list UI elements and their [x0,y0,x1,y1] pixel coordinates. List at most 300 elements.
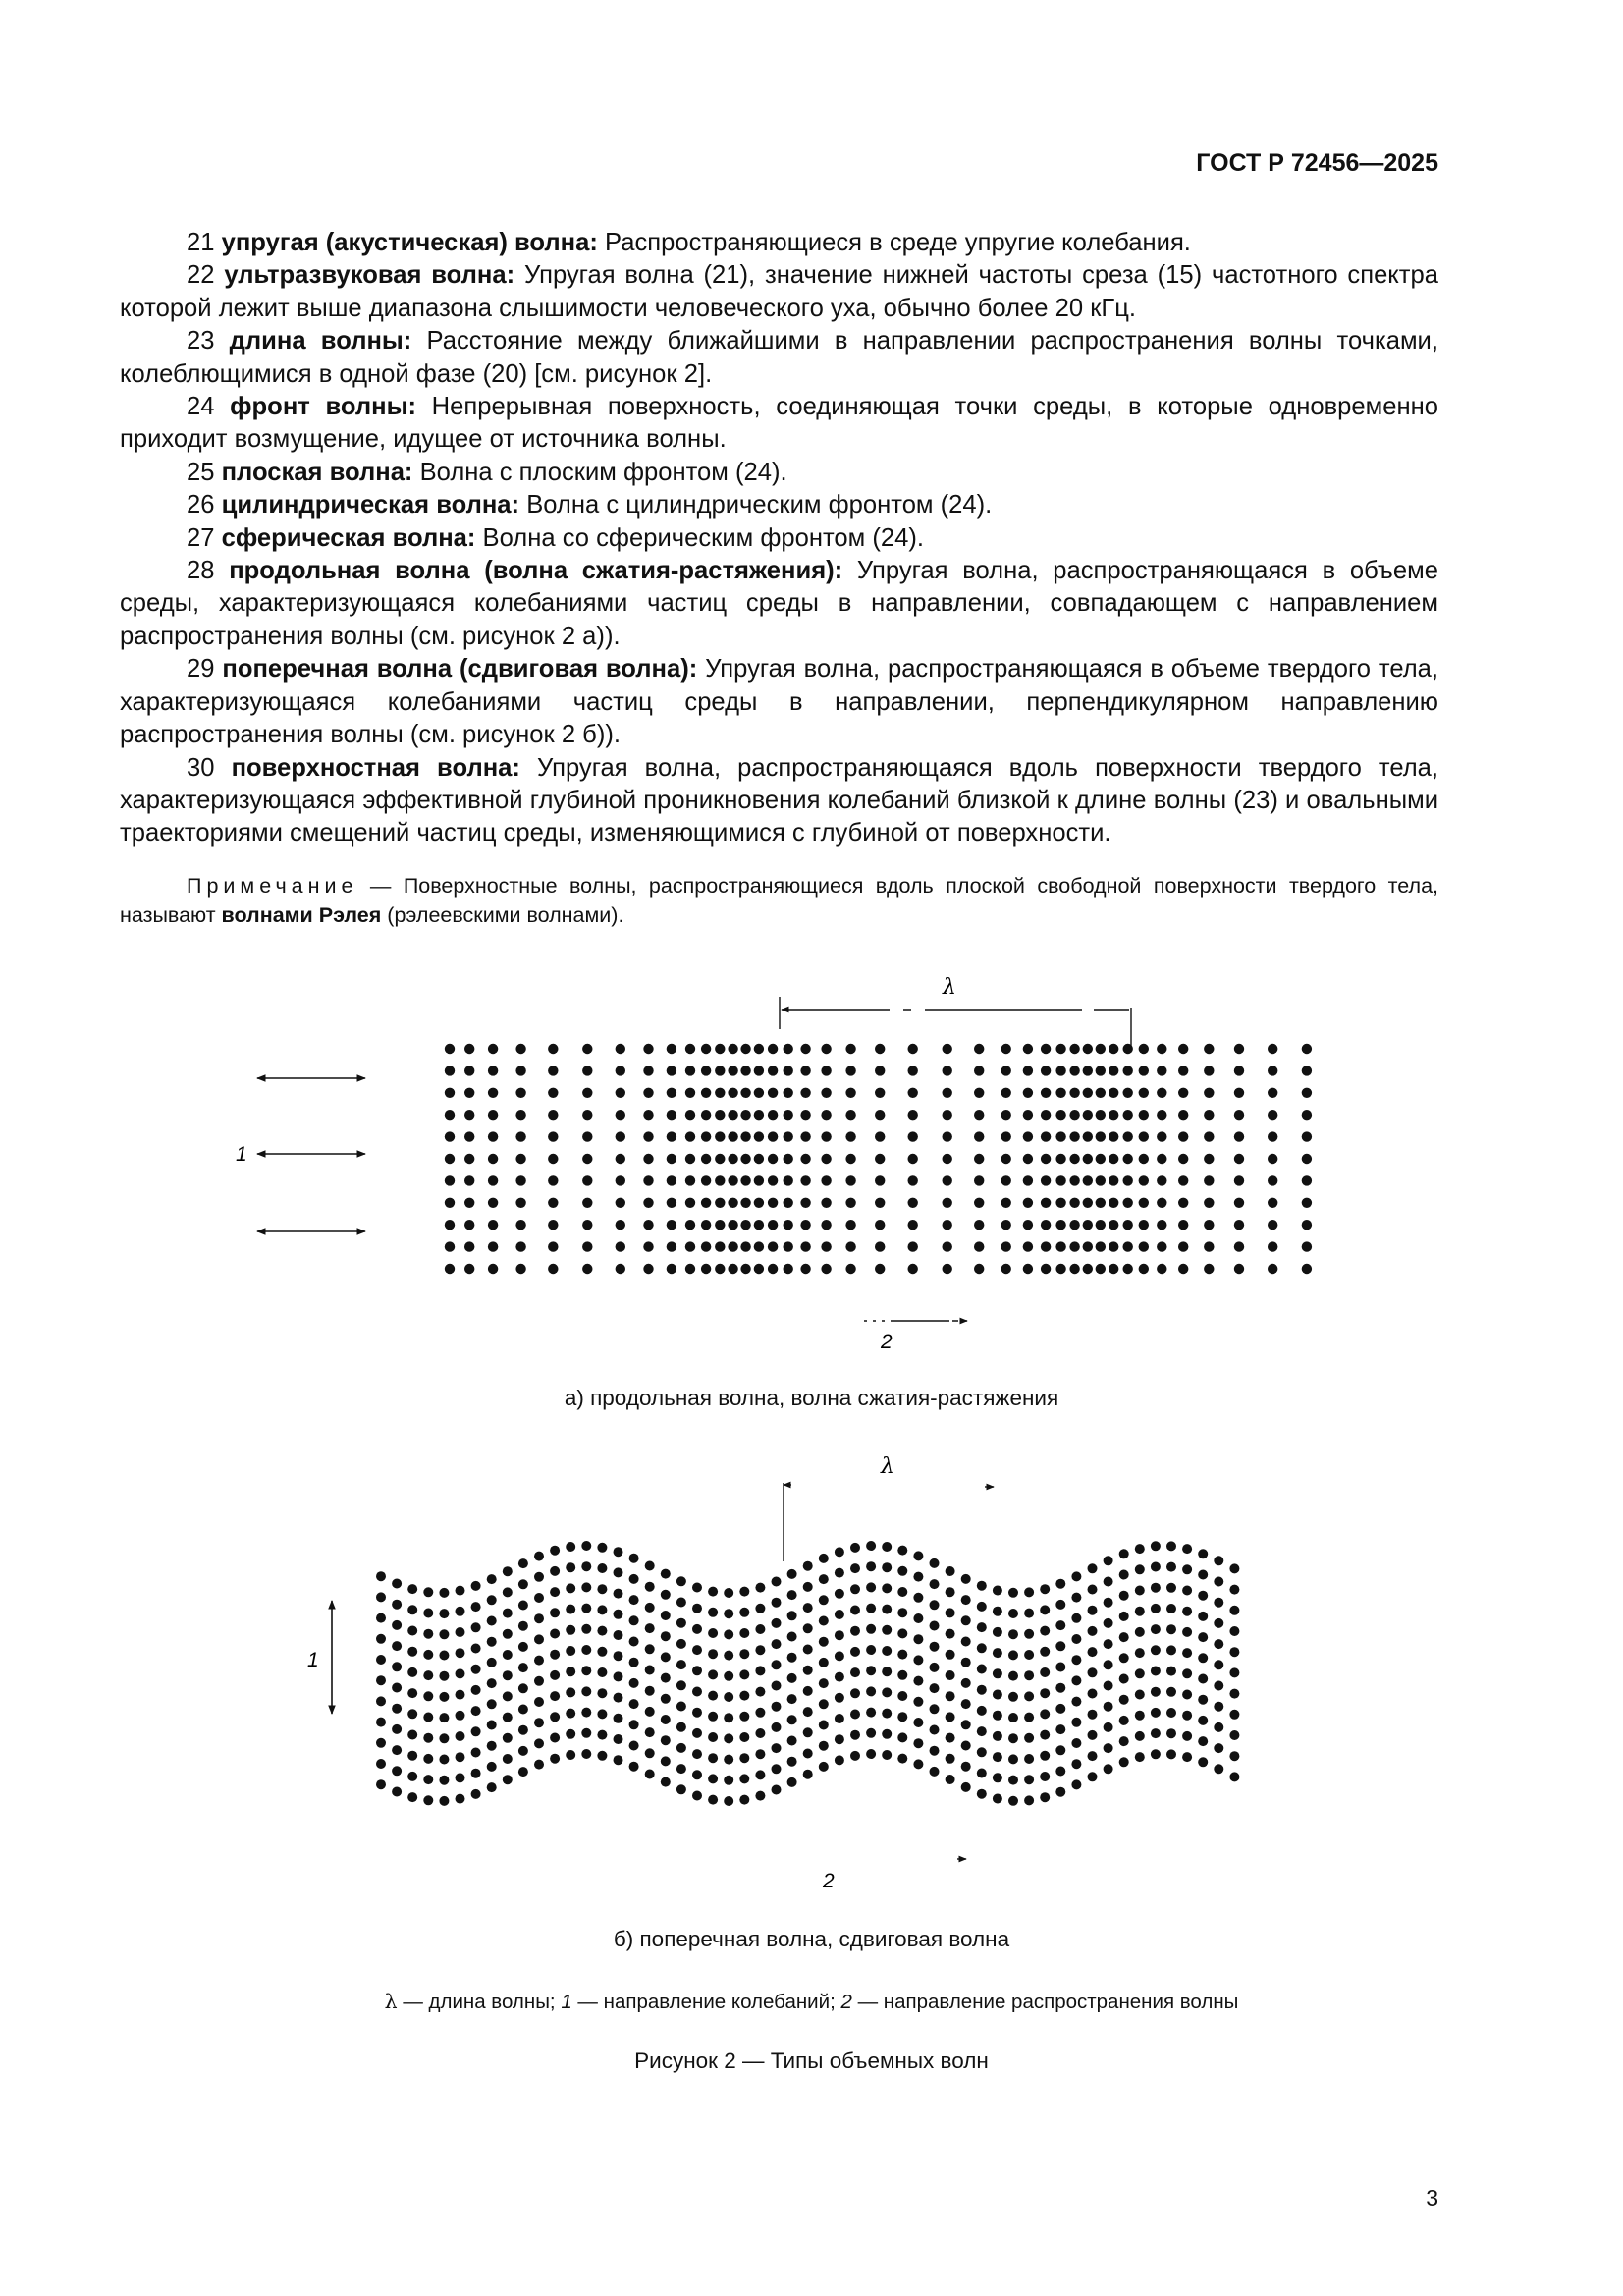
particle [754,1044,764,1054]
particle [597,1647,607,1657]
particle [1182,1586,1192,1596]
particle [754,1264,764,1274]
particle [803,1603,813,1613]
particle [581,1708,591,1718]
particle [800,1110,810,1120]
particle [715,1110,725,1120]
particle [768,1264,778,1274]
particle [423,1713,433,1722]
particle [974,1131,984,1141]
particle [800,1131,810,1141]
particle [1182,1731,1192,1741]
particle [1071,1571,1081,1581]
particle [503,1754,513,1764]
particle [645,1666,655,1675]
particle [1119,1736,1129,1746]
particle [772,1785,782,1795]
particle [376,1779,386,1789]
particle [977,1685,987,1695]
particle [692,1604,702,1613]
particle [943,1198,952,1208]
particle [943,1154,952,1164]
particle [819,1616,829,1626]
particle [439,1733,449,1743]
particle [755,1770,765,1779]
particle [784,1066,793,1075]
particle [629,1574,639,1584]
particle [724,1733,733,1743]
particle [645,1707,655,1717]
particle [471,1602,481,1612]
particle [821,1241,831,1251]
particle [445,1264,455,1274]
particle [548,1044,558,1054]
particle [819,1658,829,1667]
particle [946,1712,955,1722]
particle [407,1730,417,1740]
particle [1135,1586,1145,1596]
particle [1119,1695,1129,1705]
particle [376,1634,386,1644]
particle [930,1600,940,1610]
particle [692,1687,702,1697]
particle [787,1673,797,1683]
particle [1055,1131,1065,1141]
particle [515,1241,525,1251]
particle [581,1645,591,1655]
particle [548,1264,558,1274]
particle [897,1650,907,1660]
particle [977,1789,987,1799]
particle [755,1624,765,1634]
particle [821,1088,831,1098]
particle [1198,1674,1208,1684]
particle [961,1678,971,1688]
term: упругая (акустическая) волна: [221,229,598,256]
particle [1178,1154,1188,1164]
particle [550,1754,560,1764]
particle [1234,1198,1244,1208]
particle [423,1670,433,1680]
particle [1182,1711,1192,1721]
particle [1178,1175,1188,1185]
particle [1071,1613,1081,1623]
particle [835,1755,844,1765]
particle [1214,1764,1223,1774]
particle [1204,1044,1214,1054]
particle [977,1643,987,1653]
particle [667,1241,676,1251]
particle [1204,1264,1214,1274]
particle [1268,1175,1277,1185]
particle [1214,1556,1223,1565]
particle [1119,1757,1129,1767]
particle [1069,1154,1079,1164]
particle [875,1175,885,1185]
particle [645,1748,655,1758]
particle [728,1264,737,1274]
particle [754,1088,764,1098]
particle [1166,1749,1176,1759]
particle [645,1623,655,1633]
particle [661,1756,671,1766]
particle [1119,1570,1129,1580]
particle [518,1767,528,1777]
particle [1214,1702,1223,1712]
particle [943,1066,952,1075]
particle [566,1687,575,1697]
particle [755,1708,765,1718]
particle [1040,1772,1050,1781]
particle [1096,1198,1106,1208]
particle [1088,1585,1098,1595]
particle [755,1687,765,1697]
particle [961,1699,971,1709]
particle [787,1736,797,1746]
particle [803,1770,813,1779]
particle [740,1175,750,1185]
particle [755,1604,765,1613]
particle [503,1566,513,1576]
particle [1001,1044,1010,1054]
particle [977,1706,987,1716]
particle [740,1220,750,1230]
particle [1109,1066,1118,1075]
particle [534,1634,544,1644]
particle [643,1131,653,1141]
particle [376,1675,386,1685]
note: Примечание — Поверхностные волны, распространяющиеся вдоль плоской свободной поверхности твердого тела, называют волнами Рэлея (рэлеевскими волнами). [120,874,1438,927]
particle [439,1588,449,1598]
particle [943,1131,952,1141]
particle [692,1645,702,1655]
particle [597,1667,607,1677]
particle [1001,1220,1010,1230]
particle [1268,1154,1277,1164]
particle [845,1131,855,1141]
particle [1055,1787,1065,1797]
particle [1040,1730,1050,1740]
particle [784,1154,793,1164]
particle [728,1110,737,1120]
label-1-b: 1 [307,1649,319,1671]
particle [946,1691,955,1701]
particle [1088,1667,1098,1677]
particle [445,1066,455,1075]
particle [1069,1175,1079,1185]
particle [392,1662,402,1671]
particle [1055,1241,1065,1251]
particle [803,1561,813,1571]
particle [685,1264,695,1274]
note-term: волнами Рэлея [221,903,382,927]
particle [708,1649,718,1659]
particle [1040,1584,1050,1594]
particle [471,1748,481,1758]
particle [1214,1618,1223,1628]
particle [1024,1629,1034,1639]
particle [974,1220,984,1230]
particle [1001,1175,1010,1185]
particle [946,1650,955,1660]
particle [1139,1131,1149,1141]
particle [456,1648,465,1658]
particle [1040,1626,1050,1636]
particle [803,1645,813,1655]
particle [1234,1066,1244,1075]
particle [728,1044,737,1054]
particle [708,1753,718,1763]
particle [715,1044,725,1054]
particle [515,1175,525,1185]
particle [1008,1733,1018,1743]
longitudinal-particle-grid [445,1044,1312,1274]
particle [943,1241,952,1251]
definition-23: 23 длина волны: Расстояние между ближайшими в направлении распространения волны точками, колеблющимися в одной фазе (20) [см. рисунок 2]. [120,327,1438,388]
particle [1041,1088,1051,1098]
particle [1088,1563,1098,1573]
particle [715,1066,725,1075]
particle [597,1584,607,1594]
particle [1109,1220,1118,1230]
particle [913,1572,923,1582]
particle [728,1241,737,1251]
particle [943,1264,952,1274]
particle [803,1749,813,1759]
particle [1157,1220,1166,1230]
particle [456,1773,465,1782]
particle [961,1762,971,1772]
particle [882,1625,892,1635]
particle [550,1587,560,1597]
particle [667,1131,676,1141]
particle [701,1220,711,1230]
particle [1055,1600,1065,1610]
particle [392,1600,402,1610]
particle [961,1658,971,1667]
particle [392,1683,402,1693]
caption-b: б) поперечная волна, сдвиговая волна [613,1927,1010,1951]
particle [1096,1131,1106,1141]
particle [676,1618,686,1628]
particle [1157,1044,1166,1054]
particle [667,1264,676,1274]
particle [1229,1689,1239,1699]
particle [1229,1667,1239,1677]
particle [614,1755,623,1765]
particle [1234,1241,1244,1251]
particle [977,1602,987,1612]
particle [1096,1110,1106,1120]
particle [755,1583,765,1593]
particle [643,1220,653,1230]
particle [850,1584,860,1594]
particle [821,1154,831,1164]
particle [643,1175,653,1185]
particle [464,1154,474,1164]
particle [728,1220,737,1230]
particle [423,1629,433,1639]
particle [1166,1667,1176,1676]
particle [739,1587,749,1597]
particle [1214,1639,1223,1649]
particle [784,1175,793,1185]
particle [1096,1175,1106,1185]
particle [803,1582,813,1592]
particle [882,1605,892,1614]
particle [1204,1066,1214,1075]
particle [1104,1577,1113,1587]
particle [897,1546,907,1556]
particle [487,1699,497,1709]
particle [503,1587,513,1597]
particle [1083,1066,1093,1075]
particle [1229,1710,1239,1720]
particle [908,1110,918,1120]
particle [1055,1641,1065,1651]
label-2-b: 2 [823,1870,835,1892]
particle [866,1604,876,1613]
particle [787,1611,797,1620]
particle [977,1726,987,1736]
particle [685,1198,695,1208]
particle [768,1088,778,1098]
particle [629,1658,639,1667]
particle [1001,1066,1010,1075]
particle [961,1720,971,1729]
particle [800,1198,810,1208]
particle [1268,1044,1277,1054]
particle [1024,1795,1034,1805]
particle [376,1718,386,1727]
particle [754,1198,764,1208]
particle [772,1702,782,1712]
longitudinal-wave-panel [236,975,1312,1353]
particle [488,1154,498,1164]
particle [616,1264,625,1274]
particle [439,1629,449,1639]
particle [1214,1577,1223,1587]
particle [629,1762,639,1772]
particle [423,1754,433,1764]
particle [784,1044,793,1054]
particle [1104,1743,1113,1753]
particle [1302,1110,1312,1120]
particle [740,1066,750,1075]
particle [685,1088,695,1098]
particle [755,1791,765,1801]
particle [550,1566,560,1576]
particle [908,1241,918,1251]
particle [1182,1690,1192,1700]
particle [1178,1220,1188,1230]
particle [392,1620,402,1630]
particle [471,1581,481,1591]
particle [488,1220,498,1230]
particle [643,1110,653,1120]
particle [518,1705,528,1715]
particle [740,1044,750,1054]
particle [503,1609,513,1618]
particle [1204,1241,1214,1251]
particle [392,1579,402,1589]
particle [740,1264,750,1274]
particle [866,1541,876,1551]
particle [800,1241,810,1251]
particle [1178,1088,1188,1098]
particle [943,1175,952,1185]
particle [685,1154,695,1164]
particle [1268,1131,1277,1141]
particle [1166,1604,1176,1613]
particle [487,1721,497,1730]
particle [930,1704,940,1714]
particle [772,1722,782,1732]
particle [739,1691,749,1701]
particle [616,1066,625,1075]
definition-28: 28 продольная волна (волна сжатия-растяжения): Упругая волна, распространяющаяся в объеме среды, характеризующаяся колебаниями частиц среды в направлении, совпадающем с направлением распространения волны (см. рисунок 2 а)). [120,557,1438,650]
particle [961,1595,971,1605]
particle [629,1699,639,1709]
particle [471,1706,481,1716]
particle [676,1660,686,1669]
transverse-particle-grid [376,1541,1239,1806]
particle [835,1547,844,1557]
particle [1234,1264,1244,1274]
particle [614,1714,623,1723]
particle [445,1241,455,1251]
particle [1234,1131,1244,1141]
particle [488,1264,498,1274]
particle [821,1044,831,1054]
particle [685,1241,695,1251]
particle [597,1543,607,1553]
particle [464,1264,474,1274]
particle [1139,1241,1149,1251]
particle [1040,1647,1050,1657]
particle [739,1774,749,1783]
particle [1055,1066,1065,1075]
particle [503,1650,513,1660]
term: плоская волна: [221,458,413,486]
particle [1178,1241,1188,1251]
particle [821,1198,831,1208]
particle [946,1566,955,1576]
particle [850,1626,860,1636]
particle [1135,1752,1145,1762]
particle [1198,1736,1208,1746]
particle [423,1795,433,1805]
particle [866,1561,876,1571]
particle [845,1264,855,1274]
particle [582,1110,592,1120]
particle [1083,1131,1093,1141]
particle [977,1622,987,1632]
particle [515,1154,525,1164]
particle [908,1066,918,1075]
particle [456,1668,465,1678]
particle [518,1683,528,1693]
particle [943,1044,952,1054]
particle [819,1741,829,1751]
particle [740,1088,750,1098]
particle [439,1796,449,1806]
particle [1040,1605,1050,1614]
particle [1024,1733,1034,1743]
particle [1024,1713,1034,1722]
particle [548,1110,558,1120]
particle [550,1691,560,1701]
